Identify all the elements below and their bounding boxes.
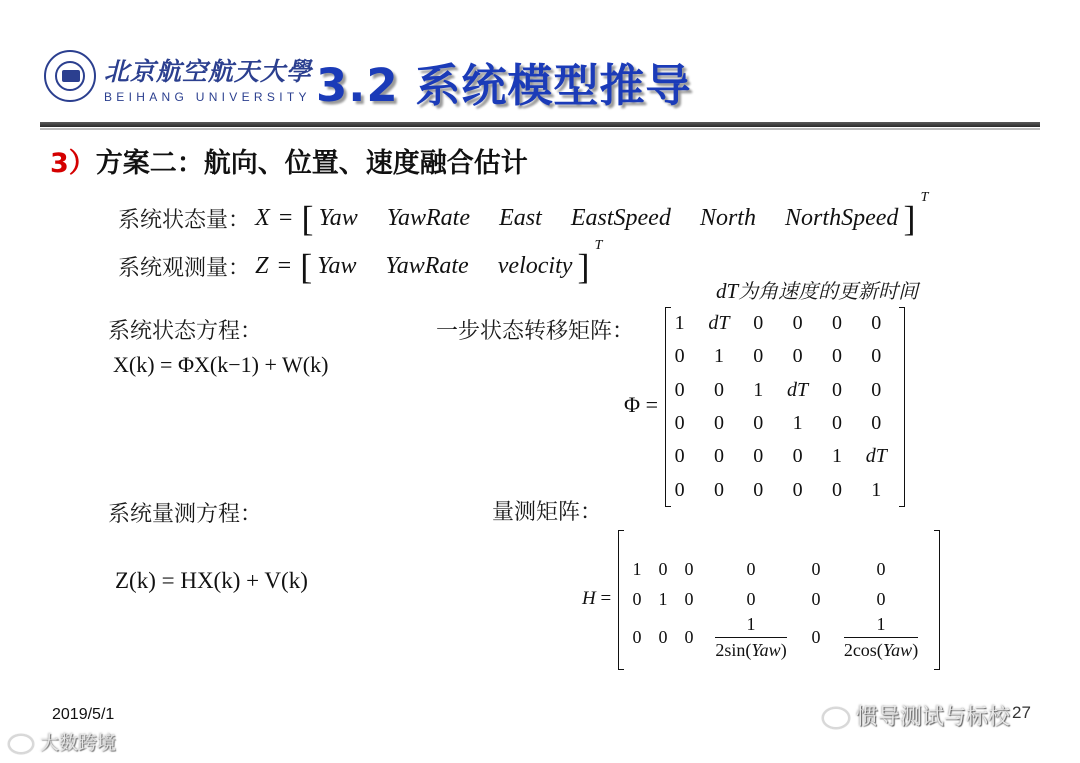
matrix-cell: 0 <box>753 412 764 435</box>
matrix-cell: 0 <box>632 588 642 609</box>
matrix-right-bracket <box>934 530 940 670</box>
matrix-cell: dT <box>708 312 730 335</box>
open-bracket: [ <box>301 198 314 239</box>
transition-matrix-table <box>667 307 903 507</box>
matrix-cell: 0 <box>684 558 694 579</box>
matrix-cell: 0 <box>753 478 764 501</box>
phi-symbol: Φ <box>624 392 641 417</box>
dt-symbol: dT <box>716 279 739 303</box>
measurement-matrix-table <box>624 554 930 661</box>
matrix-cell: 0 <box>753 445 764 468</box>
matrix-cell: 0 <box>792 445 803 468</box>
matrix-cell: 0 <box>684 588 694 609</box>
close-bracket: ] <box>577 246 590 287</box>
observation-vector-label: 系统观测量： <box>118 256 251 281</box>
matrix-cell: 0 <box>831 478 842 501</box>
matrix-cell: 0 <box>831 312 842 335</box>
slide-date: 2019/5/1 <box>52 706 115 723</box>
matrix-cell: 0 <box>811 588 821 609</box>
matrix-cell: 0 <box>792 478 803 501</box>
matrix-row <box>624 584 930 614</box>
dt-note-text: 为角速度的更新时间 <box>738 279 919 303</box>
matrix-cell: 0 <box>746 558 756 579</box>
slide-subtitle <box>50 141 528 180</box>
university-name-cn: 北京航空航天大學 <box>104 57 313 86</box>
watermark-left-text: 大数跨境 <box>40 732 117 754</box>
matrix-cell: 1 <box>674 312 685 335</box>
page-number: 27 <box>1012 703 1031 722</box>
matrix-cell: 1 <box>713 345 724 368</box>
matrix-cell: 1 <box>632 558 642 579</box>
university-logo <box>44 50 96 102</box>
matrix-cell: 1 <box>871 478 882 501</box>
matrix-cell: 0 <box>713 445 724 468</box>
matrix-cell: 0 <box>811 627 821 647</box>
transpose-superscript: T <box>920 190 929 205</box>
open-bracket: [ <box>300 246 313 287</box>
state-element: EastSpeed <box>570 205 671 231</box>
state-vector-line <box>118 190 929 239</box>
state-element: NorthSpeed <box>785 205 899 231</box>
matrix-cell: 0 <box>674 412 685 435</box>
observation-vector-line <box>118 238 603 287</box>
matrix-cell: 0 <box>753 345 764 368</box>
close-bracket: ] <box>903 198 916 239</box>
measurement-matrix-symbol: H = <box>582 588 612 609</box>
subtitle-text: 方案二：航向、位置、速度融合估计 <box>95 148 528 179</box>
matrix-cell: 0 <box>831 412 842 435</box>
matrix-row <box>667 374 903 407</box>
matrix-row <box>667 407 903 440</box>
matrix-row <box>667 474 903 507</box>
matrix-cell: 0 <box>792 312 803 335</box>
denominator-variable: Yaw <box>751 640 781 660</box>
matrix-cell: 0 <box>684 627 694 647</box>
watermark-corner <box>8 728 116 755</box>
state-vector-lhs: X <box>255 205 270 231</box>
matrix-cell: 0 <box>831 345 842 368</box>
subtitle-number: 3） <box>50 148 96 179</box>
observation-element: Yaw <box>317 253 357 279</box>
matrix-cell <box>702 614 800 661</box>
matrix-cell: 0 <box>713 412 724 435</box>
equals-sign: = <box>277 253 292 279</box>
matrix-row <box>624 554 930 584</box>
matrix-cell: 0 <box>871 312 882 335</box>
matrix-cell <box>832 614 930 661</box>
wechat-icon <box>822 707 850 729</box>
matrix-cell: 0 <box>713 478 724 501</box>
state-equation-label: 系统状态方程： <box>108 319 263 344</box>
transpose-superscript: T <box>594 238 603 253</box>
denominator-variable: Yaw <box>882 640 913 660</box>
observation-vector-lhs: Z <box>255 253 269 279</box>
fraction-numerator: 1 <box>844 614 918 638</box>
matrix-cell: 1 <box>658 588 668 609</box>
matrix-row <box>667 307 903 340</box>
h-symbol: H <box>582 588 596 609</box>
matrix-cell: 0 <box>632 627 642 647</box>
state-vector-label: 系统状态量： <box>118 208 251 233</box>
matrix-cell: 0 <box>876 558 886 579</box>
sin-fraction <box>715 614 786 661</box>
matrix-cell: 0 <box>658 627 668 647</box>
matrix-row <box>667 440 903 473</box>
matrix-cell: 0 <box>831 378 842 401</box>
transition-matrix-label: 一步状态转移矩阵： <box>436 319 635 344</box>
observation-element: velocity <box>497 253 573 279</box>
equals-sign: = <box>278 205 293 231</box>
transition-matrix <box>665 307 905 507</box>
dt-note <box>716 275 918 304</box>
state-element: Yaw <box>318 205 358 231</box>
fraction-denominator <box>715 638 786 661</box>
measurement-equation-formula: Z(k) = HX(k) + V(k) <box>115 568 308 593</box>
matrix-cell: 0 <box>811 558 821 579</box>
matrix-cell: 1 <box>831 445 842 468</box>
measurement-matrix-label: 量测矩阵： <box>492 500 603 525</box>
matrix-cell: 0 <box>792 345 803 368</box>
matrix-cell: 0 <box>674 445 685 468</box>
fraction-denominator <box>844 638 918 661</box>
fraction-numerator: 1 <box>715 614 786 638</box>
measurement-matrix <box>618 530 940 670</box>
observation-element: YawRate <box>385 253 469 279</box>
matrix-cell: 1 <box>753 378 764 401</box>
logo-emblem <box>62 70 80 82</box>
university-name-en: BEIHANG UNIVERSITY <box>104 90 311 104</box>
chat-bubble-icon <box>8 734 34 754</box>
denominator-close: ) <box>780 640 787 660</box>
denominator-function: 2cos( <box>843 640 883 660</box>
matrix-cell: 0 <box>871 345 882 368</box>
matrix-cell: 1 <box>792 412 803 435</box>
watermark-right-text: 惯导测试与标校 <box>856 705 1011 730</box>
matrix-cell: dT <box>787 378 809 401</box>
matrix-row <box>624 614 930 661</box>
cos-fraction <box>844 614 918 661</box>
matrix-cell: 0 <box>753 312 764 335</box>
matrix-cell: 0 <box>746 588 756 609</box>
watermark-wechat <box>822 700 1010 731</box>
matrix-cell: 0 <box>876 588 886 609</box>
header-divider-shadow <box>40 128 1040 130</box>
matrix-row <box>667 340 903 373</box>
matrix-cell: 0 <box>658 558 668 579</box>
transition-matrix-symbol: Φ = <box>624 392 659 417</box>
matrix-cell: 0 <box>674 478 685 501</box>
measurement-equation-label: 系统量测方程： <box>108 502 263 527</box>
state-element: East <box>499 205 542 231</box>
matrix-cell: 0 <box>674 345 685 368</box>
matrix-cell: dT <box>865 445 887 468</box>
header-divider <box>40 122 1040 127</box>
state-element: YawRate <box>386 205 470 231</box>
matrix-cell: 0 <box>713 378 724 401</box>
matrix-cell: 0 <box>674 378 685 401</box>
matrix-cell: 0 <box>871 378 882 401</box>
denominator-close: ) <box>912 640 919 660</box>
denominator-function: 2sin( <box>715 640 752 660</box>
section-title: 3.2 系统模型推导 <box>316 59 692 112</box>
matrix-cell: 0 <box>871 412 882 435</box>
state-element: North <box>699 205 756 231</box>
state-equation-formula: X(k) = ΦX(k−1) + W(k) <box>113 352 329 377</box>
